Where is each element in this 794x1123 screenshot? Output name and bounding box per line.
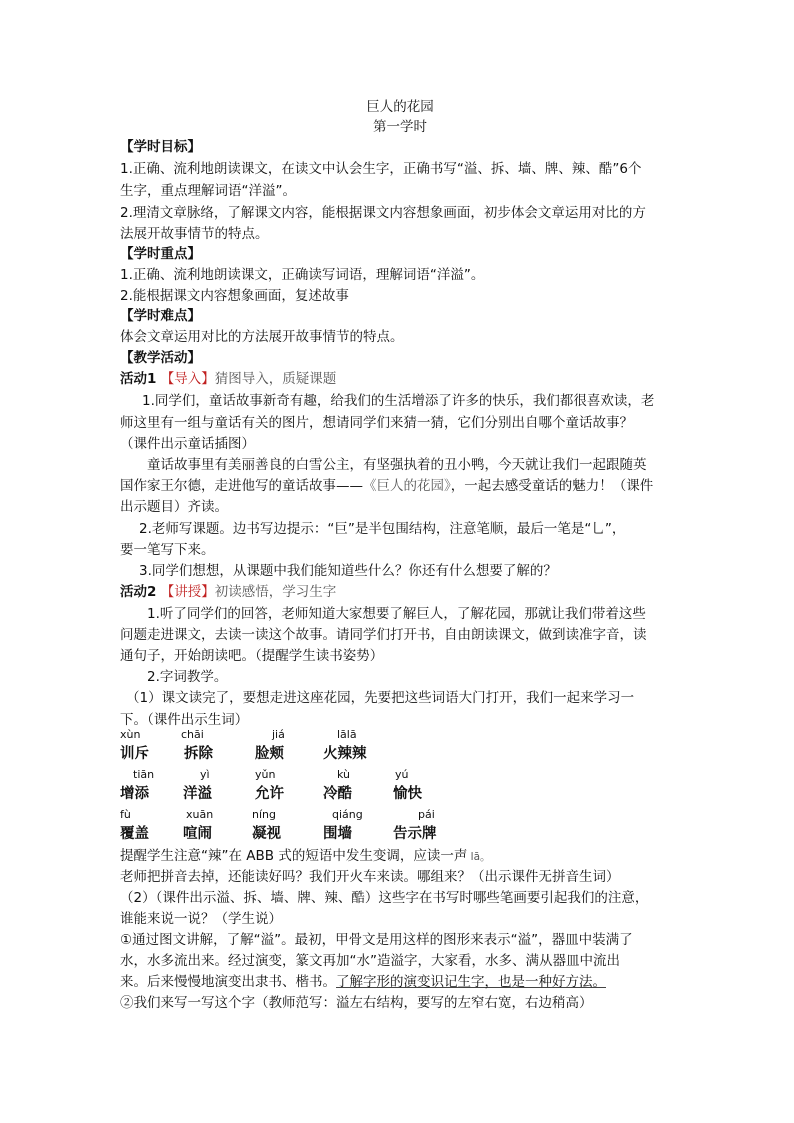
pinyin: kù bbox=[337, 768, 351, 781]
vocab-word: 火辣辣 bbox=[323, 746, 367, 762]
activity-1-tag: 【导入】 bbox=[160, 371, 215, 387]
a2-para1-line2: 问题走进课文，去读一读这个故事。请同学们打开书，自由朗读课文，做到读准字音，读 bbox=[120, 627, 647, 643]
a1-para2-line3: 出示题目）齐读。 bbox=[120, 499, 228, 515]
a1-para3-line2: 要一笔写下来。 bbox=[120, 542, 215, 558]
vocab-word: 围墙 bbox=[323, 826, 352, 842]
circle-2: ②我们来写一写这个字（教师范写：溢左右结构，要写的左窄右宽，右边稍高） bbox=[120, 995, 593, 1011]
pinyin: lālā bbox=[337, 728, 357, 741]
goal-2-line-2: 法展开故事情节的特点。 bbox=[120, 226, 269, 242]
a1-para2-post: ，一起去感受童话的魅力！（课件 bbox=[450, 478, 654, 494]
activity-2-desc: 初读感悟，学习生字 bbox=[214, 584, 337, 600]
section-difficulty-heading: 【学时难点】 bbox=[120, 308, 201, 324]
pinyin: tiān bbox=[133, 768, 155, 781]
pinyin: yú bbox=[395, 768, 409, 781]
circle-1-line-3 bbox=[120, 972, 680, 992]
vocab-word: 冷酷 bbox=[323, 786, 352, 802]
doc-subtitle: 第一学时 bbox=[373, 119, 427, 135]
activity-2-label: 活动2 bbox=[120, 584, 157, 600]
key-2: 2.能根据课文内容想象画面，复述故事 bbox=[120, 288, 349, 304]
goal-2-line-1: 2.理清文章脉络，了解课文内容，能根据课文内容想象画面，初步体会文章运用对比的方 bbox=[120, 205, 646, 221]
activity-2-tag: 【讲授】 bbox=[160, 584, 215, 600]
pinyin: níng bbox=[252, 808, 276, 821]
vocab-word: 增添 bbox=[120, 786, 149, 802]
activity-1-desc: 猜图导入，质疑课题 bbox=[214, 371, 337, 387]
a2-para1-line1: 1.听了同学们的回答，老师知道大家想要了解巨人，了解花园，那就让我们带着这些 bbox=[147, 606, 646, 622]
activity-2-heading bbox=[120, 582, 680, 602]
vocab-word: 拆除 bbox=[184, 746, 213, 762]
vocab-word: 脸颊 bbox=[255, 746, 284, 762]
question-2-line-1: （2）（课件出示溢、拆、墙、牌、辣、酷）这些字在书写时哪些笔画要引起我们的注意， bbox=[120, 890, 649, 906]
a1-para4: 3.同学们想想，从课题中我们能知道些什么？你还有什么想要了解的？ bbox=[139, 563, 557, 579]
pinyin: fù bbox=[120, 808, 131, 821]
vocab-word: 允许 bbox=[255, 786, 284, 802]
pinyin: xuān bbox=[186, 808, 214, 821]
section-goal-heading: 【学时目标】 bbox=[120, 139, 201, 155]
vocab-word: 洋溢 bbox=[183, 786, 212, 802]
a2-para3-line2: 下。（课件出示生词） bbox=[120, 712, 249, 728]
pinyin: chāi bbox=[181, 728, 204, 741]
vocab-word: 训斥 bbox=[120, 746, 149, 762]
pinyin: jiá bbox=[272, 728, 285, 741]
activity-1-heading bbox=[120, 369, 680, 389]
circle-1-underlined: 了解字形的演变识记生字，也是一种好方法。 bbox=[336, 974, 606, 990]
pinyin: xùn bbox=[120, 728, 141, 741]
section-activity-heading: 【教学活动】 bbox=[120, 350, 201, 366]
doc-title: 巨人的花园 bbox=[366, 99, 434, 115]
key-1: 1.正确、流利地朗读课文，正确读写词语，理解词语“洋溢”。 bbox=[120, 267, 485, 283]
vocab-word: 覆盖 bbox=[120, 826, 149, 842]
circle-1-line-1: ①通过图文讲解，了解“溢”。最初，甲骨文是用这样的图形来表示“溢”，器皿中装满了 bbox=[120, 932, 633, 948]
a1-para3-line1: 2.老师写课题。边书写边提示：“巨”是半包围结构，注意笔顺，最后一笔是“乚”， bbox=[139, 521, 626, 537]
goal-1-line-1: 1.正确、流利地朗读课文，在读文中认会生字，正确书写“溢、拆、墙、牌、辣、酷”6个 bbox=[120, 161, 642, 177]
activity-1-label: 活动1 bbox=[120, 371, 157, 387]
book-title: 《巨人的花园》 bbox=[363, 478, 451, 494]
pinyin: qiáng bbox=[332, 808, 363, 821]
a2-para2: 2.字词教学。 bbox=[147, 669, 228, 685]
vocab-word: 喧闹 bbox=[183, 826, 212, 842]
question-2-line-2: 谁能来说一说？（学生说） bbox=[120, 911, 282, 927]
goal-1-line-2: 生字，重点理解词语“洋溢”。 bbox=[120, 183, 296, 199]
a1-para2-line1: 童话故事里有美丽善良的白雪公主，有坚强执着的丑小鸭，今天就让我们一起跟随英 bbox=[147, 457, 647, 473]
pinyin: yǔn bbox=[255, 768, 276, 781]
pinyin: yì bbox=[200, 768, 210, 781]
a2-para3-line1: （1）课文读完了，要想走进这座花园，先要把这些词语大门打开，我们一起来学习一 bbox=[126, 690, 635, 706]
vocab-word: 愉快 bbox=[393, 786, 422, 802]
a1-para2-pre: 国作家王尔德，走进他写的童话故事—— bbox=[120, 478, 363, 494]
note-1-text: 提醒学生注意“辣”在 ABB 式的短语中发生变调，应读一声 bbox=[120, 848, 468, 864]
note-1 bbox=[120, 846, 680, 867]
vocab-word: 告示牌 bbox=[393, 826, 437, 842]
note-1-pinyin: lā。 bbox=[467, 851, 491, 863]
a2-para1-line3: 通句子，开始朗读吧。（提醒学生读书姿势） bbox=[120, 648, 384, 664]
a1-para1-line2: 师这里有一组与童话有关的图片，想请同学们来猜一猜，它们分别出自哪个童话故事？ bbox=[120, 415, 633, 431]
section-key-heading: 【学时重点】 bbox=[120, 246, 201, 262]
difficulty-1: 体会文章运用对比的方法展开故事情节的特点。 bbox=[120, 329, 404, 345]
a1-para2-line2 bbox=[120, 476, 680, 496]
note-2: 老师把拼音去掉，还能读好吗？我们开火车来读。哪组来？（出示课件无拼音生词） bbox=[120, 869, 620, 885]
vocab-word: 凝视 bbox=[252, 826, 281, 842]
pinyin: pái bbox=[418, 808, 435, 821]
circle-1-line-2: 水，水多流出来。经过演变，篆文再加“水”造溢字，大家看，水多、满从器皿中流出 bbox=[120, 953, 620, 969]
a1-para1-line1: 1.同学们，童话故事新奇有趣，给我们的生活增添了许多的快乐，我们都很喜欢读，老 bbox=[142, 393, 655, 409]
circle-1-pre: 来。后来慢慢地演变出隶书、楷书。 bbox=[120, 974, 336, 990]
a1-para1-line3: （课件出示童话插图） bbox=[120, 436, 255, 452]
